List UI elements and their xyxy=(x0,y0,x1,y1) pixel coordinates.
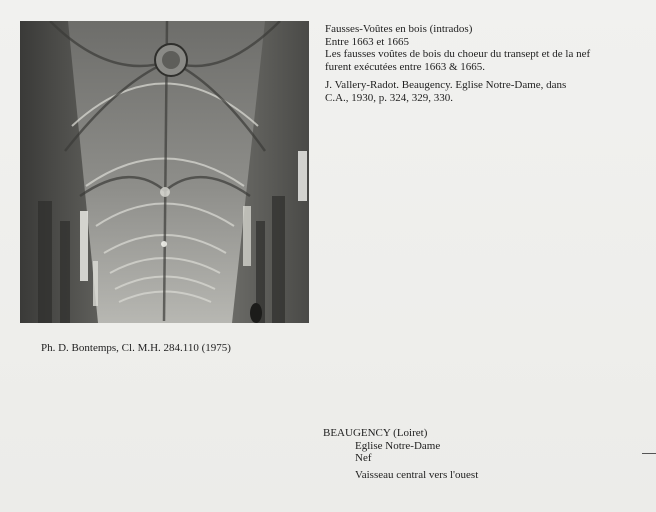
edge-mark xyxy=(642,453,656,454)
reference-line-1: J. Vallery-Radot. Beaugency. Eglise Notre-Dame, dans xyxy=(325,79,567,91)
photo-credit: Ph. D. Bontemps, Cl. M.H. 284.110 (1975) xyxy=(41,342,231,354)
description-text-1: Les fausses voûtes de bois du choeur du transept et de la nef xyxy=(325,48,591,60)
description-block xyxy=(325,23,590,73)
bibliographic-reference xyxy=(325,79,566,104)
description-text-2: furent exécutées entre 1663 & 1665. xyxy=(325,60,486,73)
location-building: Eglise Notre-Dame xyxy=(355,439,441,452)
vault-photo-drawing xyxy=(20,21,309,323)
location-view: Vaisseau central vers l'ouest xyxy=(355,468,479,481)
vault-photo xyxy=(20,21,309,323)
location-place: BEAUGENCY (Loiret) xyxy=(323,427,428,439)
location-part: Nef xyxy=(355,452,372,464)
description-title: Fausses-Voûtes en bois (intrados) xyxy=(325,23,473,35)
reference-line-2: C.A., 1930, p. 324, 329, 330. xyxy=(325,91,454,104)
location-block xyxy=(323,427,478,481)
description-date: Entre 1663 et 1665 xyxy=(325,35,410,48)
